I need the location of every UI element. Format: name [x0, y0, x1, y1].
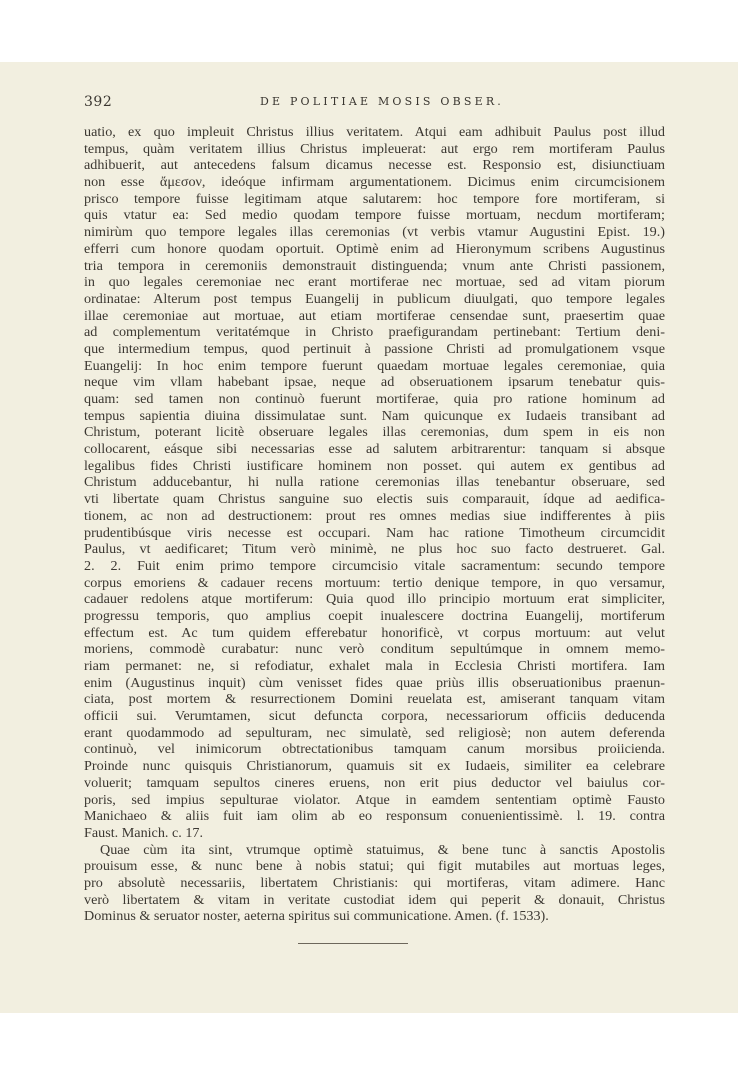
- page-number: 392: [84, 94, 113, 110]
- text-line: ciata, post mortem & resurrectionem Domini reuelata est, amiserant tanquam vitam: [84, 691, 665, 708]
- text-line: Manichaeo & aliis fuit iam olim ab eo responsum conuenientissimè. l. 19. contra: [84, 808, 665, 825]
- text-line: Proinde nunc quisquis Christianorum, quamuis sit ex Iudaeis, similiter ea celebrare: [84, 758, 665, 775]
- text-line: verò libertatem & vitam in veritate custodiat idem qui peperit & donauit, Christus: [84, 891, 665, 908]
- text-line: prudentibúsque viris necesse est occupari. Nam hac ratione Timotheum circumcidit: [84, 524, 665, 541]
- text-line: Dominus & seruator noster, aeterna spiritus sui communicatione. Amen. (f. 1533).: [84, 908, 549, 925]
- text-line: Quae cùm ita sint, vtrumque optimè statuimus, & bene tunc à sanctis Apostolis: [100, 841, 665, 858]
- text-line: collocarent, eásque sibi necessarias esse ad salutem arbitrarentur: tanquam si absque: [84, 441, 665, 458]
- text-line: enim (Augustinus inquit) cùm venisset fides quae priùs illis obseruationibus praenun-: [84, 674, 665, 691]
- text-line: neque vim vllam habebant ipsae, neque ad obseruationem ipsarum tenebatur quis-: [84, 374, 665, 391]
- text-line: poris, sed impius sepulturae violator. Atque in eamdem sententiam optimè Fausto: [84, 791, 665, 808]
- text-line: erant quodammodo ad sepulturam, nec simulatè, sed religiosè; non autem deferenda: [84, 724, 665, 741]
- text-line: tionem, ac non ad destructionem: prout res omnes medias siue indifferentes à piis: [84, 507, 665, 524]
- text-line: legalibus fides Christi iustificare hominem non posset. qui autem ex gentibus ad: [84, 457, 665, 474]
- page-header: [84, 94, 664, 112]
- text-line: pro absolutè necessariis, libertatem Christianis: qui mortiferas, vitam adimere. Hanc: [84, 874, 665, 891]
- text-line: officii sui. Verumtamen, sicut defuncta corpora, necessariorum officiis deducenda: [84, 708, 665, 725]
- text-line: Paulus, vt aedificaret; Titum verò minimè, ne plus hoc suo facto destrueret. Gal.: [84, 541, 665, 558]
- scan-bottom-margin: [0, 1013, 738, 1068]
- text-line: Faust. Manich. c. 17.: [84, 824, 204, 841]
- text-line: tempus, quàm veritatem illius Christus impleuerat: aut ergo rem mortiferam Paulus: [84, 140, 665, 157]
- text-line: continuò, vel inimicorum obtrectationibus tamquam canum morsibus proiicienda.: [84, 741, 665, 758]
- text-line: Christum, poterant licitè obseruare legales illas ceremonias, dum spem in eis non: [84, 424, 665, 441]
- body-text: [84, 124, 665, 925]
- text-line: in quo legales ceremoniae nec erant mortiferae nec mortuae, sed ad vitam piorum: [84, 274, 665, 291]
- book-page: [0, 62, 738, 1013]
- text-line: quis vtatur ea: Sed medio quodam tempore fuisse mortuam, necdum mortiferam;: [84, 207, 665, 224]
- paragraph-1: [84, 124, 665, 842]
- text-line: Christum adducebantur, hi nulla ratione ceremonias illas tenebantur obseruare, sed: [84, 474, 665, 491]
- text-line: uatio, ex quo impleuit Christus illius veritatem. Atqui eam adhibuit Paulus post illud: [84, 124, 665, 140]
- text-line: adhibuerit, aut antecedens falsum dicamus necesse est. Responsio est, disiunctiuam: [84, 157, 665, 174]
- text-line: tempus sapientia diuina dissimulatae sunt. Nam quicunque ex Iudaeis transibant ad: [84, 407, 665, 424]
- text-line: moriens, commodè curabatur: nunc verò conditum sepultúmque in omnem memo-: [84, 641, 665, 658]
- text-line: non esse ἄμεσον, ideóque infirmam argumentationem. Dicimus enim circumcisionem: [84, 174, 665, 191]
- text-line: prouisum esse, & nunc bene à nobis statui; qui figit mutabiles aut mortuas leges,: [84, 858, 665, 875]
- text-line: cadauer redolens atque mortiferum: Quia quod illo principio mortuum erat simpliciter,: [84, 591, 665, 608]
- text-line: ordinatae: Alterum post tempus Euangelij in publicum diuulgati, quo tempore legales: [84, 290, 665, 307]
- text-line: progressu temporis, quo amplius coepit inualescere doctrina Euangelij, mortiferum: [84, 607, 665, 624]
- text-line: corpus emoriens & cadauer recens mortuum: tertio denique tempore, in quo versamur,: [84, 574, 665, 591]
- scan-top-margin: [0, 0, 738, 62]
- text-line: Euangelij: In hoc enim tempore fuerunt quaedam mortuae legales ceremoniae, quia: [84, 357, 665, 374]
- text-line: ad complementum veritatémque in Christo praefigurandam pertinebant: Tertium deni-: [84, 324, 665, 341]
- text-line: que intermedium tempus, quod pertinuit à passione Christi ad promulgationem vsque: [84, 340, 665, 357]
- text-line: voluerit; tamquam sepultos cineres eruens, non erit pius deductor vel baiulus cor-: [84, 774, 665, 791]
- running-head: DE POLITIAE MOSIS OBSER.: [260, 95, 505, 108]
- closing-rule: [298, 943, 408, 944]
- text-line: quam: sed tamen non continuò fuerunt mortiferae, quia pro ratione hominum ad: [84, 391, 665, 407]
- text-line: riam permanet: ne, si refodiatur, exhalet mala in Ecclesia Christi mortifera. Iam: [84, 658, 665, 674]
- text-line: nimirùm quo tempore legales illas ceremonias (vt verbis vtamur Augustini Epist. 19.): [84, 224, 665, 241]
- text-line: 2. 2. Fuit enim primo tempore circumcisio vitale sacramentum: secundo tempore: [84, 557, 665, 574]
- text-line: illae ceremoniae aut mortuae, aut etiam mortiferae censendae sunt, praesertim quae: [84, 307, 665, 324]
- paragraph-2: [84, 842, 665, 925]
- text-line: efferri cum honore quodam oportuit. Optimè enim ad Hieronymum scribens Augustinus: [84, 240, 665, 257]
- text-line: effectum est. Ac tum quidem efferebatur honorificè, vt corpus mortuum: aut velut: [84, 624, 665, 641]
- text-line: prisco tempore fuisse legitimam atque salutarem: hoc tempore fore mortiferam, si: [84, 190, 665, 207]
- text-line: tria tempora in ceremoniis demonstrauit distinguenda; vnum ante Christi passionem,: [84, 257, 665, 274]
- text-line: vti libertate quam Christus sanguine suo electis suis comparauit, ídque ad aedifica-: [84, 491, 665, 508]
